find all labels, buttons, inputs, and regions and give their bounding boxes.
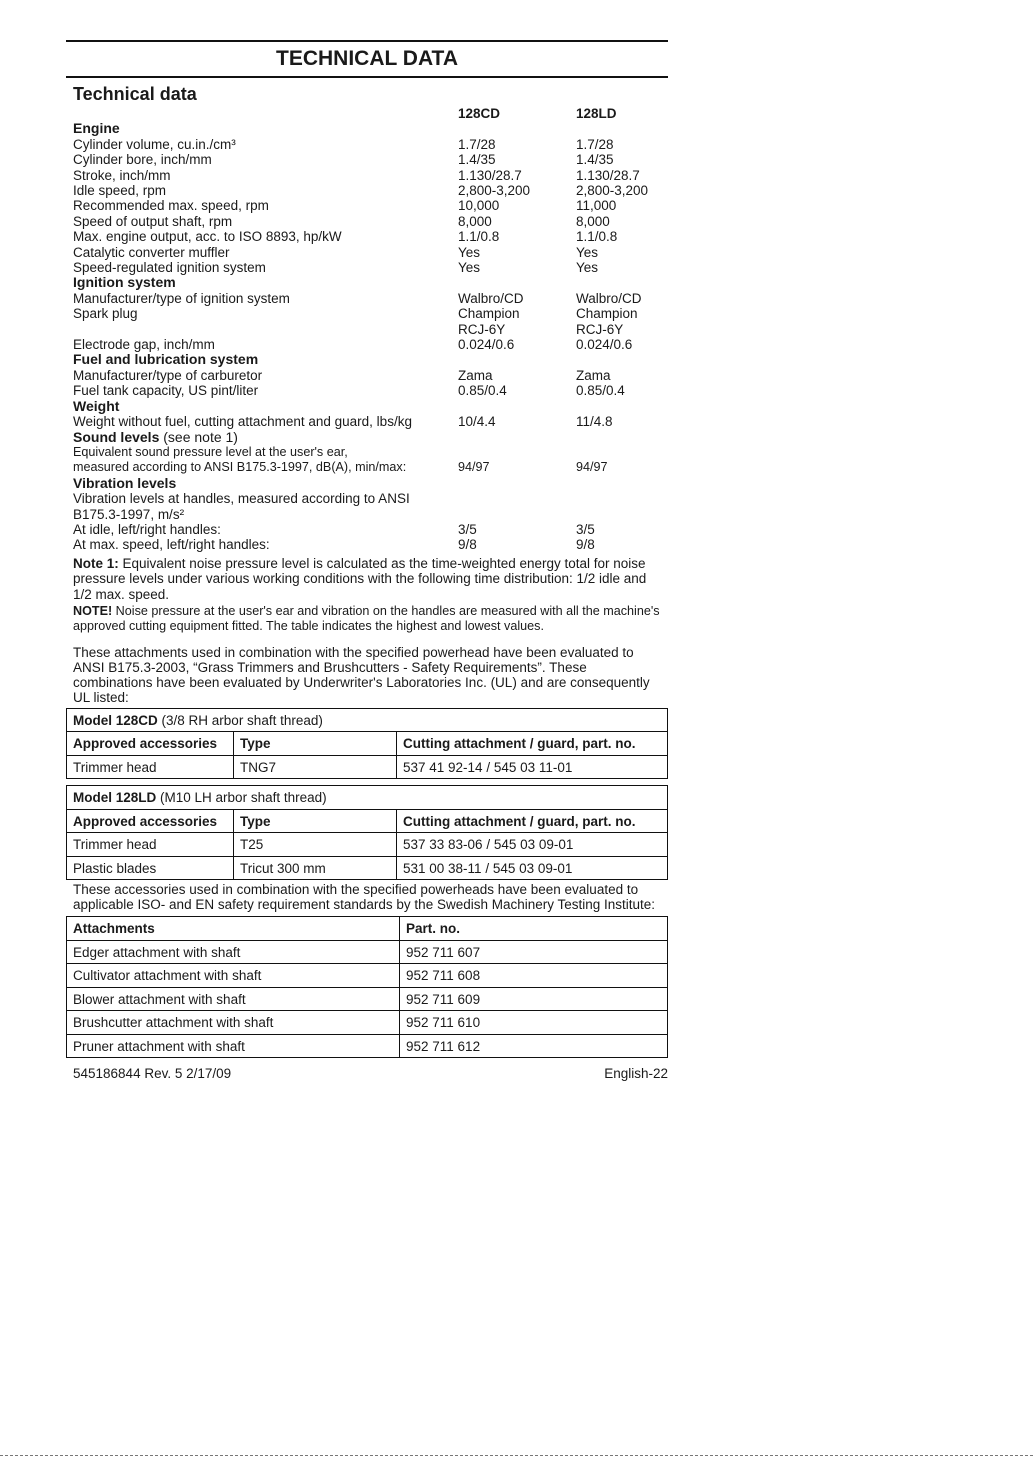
- note-1-text: Equivalent noise pressure level is calculated as the time-weighted energy total for noise pressure levels under various working conditions with the following time distribution: 1/2 idle and 1/2 max. speed.: [73, 555, 647, 602]
- page-footer: [66, 1066, 668, 1084]
- page-number: English-22: [604, 1066, 668, 1082]
- spec-label: Speed-regulated ignition system: [73, 260, 266, 276]
- spec-value-128ld: 0.85/0.4: [576, 383, 625, 399]
- spec-label: Electrode gap, inch/mm: [73, 337, 215, 353]
- spec-value-128ld: Yes: [576, 244, 599, 260]
- spec-label: At idle, left/right handles:: [73, 521, 221, 537]
- note-1: [73, 556, 663, 602]
- spec-label: Manufacturer/type of carburetor: [73, 367, 263, 383]
- attachment-name-cell: Edger attachment with shaft: [67, 940, 400, 964]
- spec-label: B175.3-1997, m/s²: [73, 506, 185, 522]
- table-row: [67, 1011, 668, 1035]
- spec-value-128ld: Walbro/CD: [576, 290, 642, 306]
- model-row: [67, 786, 668, 810]
- spec-value-128cd: 94/97: [458, 460, 490, 475]
- spec-label: Vibration levels at handles, measured according to ANSI: [73, 491, 410, 507]
- spec-value-128cd: 2,800-3,200: [458, 183, 531, 199]
- spec-value-128ld: 0.024/0.6: [576, 337, 633, 353]
- model-128ld-table: [66, 785, 668, 880]
- spec-label: Weight: [73, 397, 120, 414]
- table-row: [67, 833, 668, 857]
- spec-row: [73, 260, 668, 275]
- accessory-cell: Plastic blades: [67, 856, 234, 880]
- spec-label: Equivalent sound pressure level at the user's ear,: [73, 444, 348, 459]
- spec-value-128ld: 1.130/28.7: [576, 167, 640, 183]
- header-approved-accessories: Approved accessories: [67, 732, 234, 756]
- spec-row: [73, 137, 668, 152]
- spec-label-suffix: (see note 1): [159, 428, 238, 445]
- type-cell: TNG7: [234, 755, 397, 779]
- spec-label: Recommended max. speed, rpm: [73, 198, 269, 214]
- header-cutting-attachment: Cutting attachment / guard, part. no.: [397, 809, 668, 833]
- spec-row: [73, 168, 668, 183]
- column-128cd: 128CD: [458, 106, 501, 121]
- spec-value-128cd: Yes: [458, 244, 481, 260]
- spec-value-128ld: 1.7/28: [576, 136, 614, 152]
- spec-value-128cd: 8,000: [458, 213, 492, 229]
- attachment-part-cell: 952 711 610: [400, 1011, 668, 1035]
- spec-value-128ld: 11,000: [576, 198, 617, 214]
- spec-row: [73, 229, 668, 244]
- header-attachments: Attachments: [67, 917, 400, 941]
- model-128ld-block: [66, 785, 668, 880]
- type-cell: T25: [234, 833, 397, 857]
- spec-value-128cd: 1.1/0.8: [458, 229, 500, 245]
- spec-row: [73, 368, 668, 383]
- model-thread: (3/8 RH arbor shaft thread): [157, 712, 323, 728]
- model-128cd-table: [66, 708, 668, 780]
- model-thread: (M10 LH arbor shaft thread): [156, 790, 327, 806]
- table-row: [67, 1034, 668, 1058]
- spec-value-128cd: Zama: [458, 367, 493, 383]
- page-banner: TECHNICAL DATA: [66, 42, 668, 78]
- header-approved-accessories: Approved accessories: [67, 809, 234, 833]
- spec-row: [73, 245, 668, 260]
- accessory-cell: Trimmer head: [67, 833, 234, 857]
- note-1-lead: Note 1:: [73, 555, 119, 571]
- type-cell: Tricut 300 mm: [234, 856, 397, 880]
- spec-section-heading: [73, 275, 668, 290]
- spec-section-heading: [73, 476, 668, 491]
- manual-page: [66, 40, 668, 1084]
- column-128ld: 128LD: [576, 106, 617, 121]
- ul-listing-paragraph: These attachments used in combination with the specified powerhead have been evaluated to ANSI B175.3-2003, “Grass Trimmers and Brushcutters - Safety Requirements”. These combinations have been evaluated by Underwriter's Laboratories Inc. (UL) and are consequently UL listed:: [73, 644, 650, 705]
- attachment-name-cell: Pruner attachment with shaft: [67, 1034, 400, 1058]
- spec-row: [73, 198, 668, 213]
- spec-label: Fuel and lubrication system: [73, 351, 259, 368]
- spec-label: Sound levels: [73, 428, 160, 445]
- header-cutting-attachment: Cutting attachment / guard, part. no.: [397, 732, 668, 756]
- table-row: [67, 856, 668, 880]
- attachment-name-cell: Blower attachment with shaft: [67, 987, 400, 1011]
- spec-row: [73, 383, 668, 398]
- spec-row: [73, 152, 668, 167]
- spec-value-128ld: 1.4/35: [576, 152, 614, 168]
- spec-value-128cd: 9/8: [458, 537, 477, 553]
- spec-label: Cylinder volume, cu.in./cm³: [73, 136, 236, 152]
- spec-value-128ld: 94/97: [576, 460, 608, 475]
- spec-label: Ignition system: [73, 274, 176, 291]
- document-number: 545186844 Rev. 5 2/17/09: [73, 1066, 232, 1082]
- spec-section-heading: [73, 352, 668, 367]
- table-header-row: [67, 809, 668, 833]
- spec-label: Stroke, inch/mm: [73, 167, 171, 183]
- spec-label: Spark plug: [73, 306, 138, 322]
- attachment-name-cell: Cultivator attachment with shaft: [67, 964, 400, 988]
- table-header-row: [67, 917, 668, 941]
- model-128cd-block: [66, 708, 668, 780]
- spec-label: Fuel tank capacity, US pint/liter: [73, 383, 259, 399]
- attachment-part-cell: 952 711 607: [400, 940, 668, 964]
- note-2: [73, 604, 663, 635]
- spec-row: [73, 322, 668, 337]
- table-row: [67, 940, 668, 964]
- spec-value-128cd: 0.85/0.4: [458, 383, 507, 399]
- spec-row: [73, 445, 668, 460]
- spec-value-128ld: 8,000: [576, 213, 610, 229]
- part-number-cell: 537 41 92-14 / 545 03 11-01: [397, 755, 668, 779]
- spec-value-128cd: Champion: [458, 306, 520, 322]
- attachment-part-cell: 952 711 608: [400, 964, 668, 988]
- spec-value-128cd: 1.130/28.7: [458, 167, 522, 183]
- spec-label: Idle speed, rpm: [73, 183, 167, 199]
- iso-paragraph: These accessories used in combination with the specified powerheads have been evaluated to applicable ISO- and EN safety requirement standards by the Swedish Machinery Testing Institute:: [73, 882, 656, 913]
- part-number-cell: 531 00 38-11 / 545 03 09-01: [397, 856, 668, 880]
- spec-label: Catalytic converter muffler: [73, 244, 230, 260]
- spec-label: Engine: [73, 120, 120, 137]
- spec-label: Manufacturer/type of ignition system: [73, 290, 290, 306]
- spec-value-128cd: Walbro/CD: [458, 290, 524, 306]
- spec-value-128ld: 2,800-3,200: [576, 183, 649, 199]
- spec-label: At max. speed, left/right handles:: [73, 537, 270, 553]
- spec-label: Weight without fuel, cutting attachment and guard, lbs/kg: [73, 414, 412, 430]
- spec-value-128cd: RCJ-6Y: [458, 321, 506, 337]
- spec-label: Vibration levels: [73, 474, 177, 491]
- attachment-part-cell: 952 711 612: [400, 1034, 668, 1058]
- spec-label: Max. engine output, acc. to ISO 8893, hp/kW: [73, 229, 342, 245]
- spec-value-128ld: 9/8: [576, 537, 595, 553]
- spec-row: [73, 291, 668, 306]
- spec-value-128ld: 11/4.8: [576, 414, 613, 430]
- spec-row: [73, 460, 668, 475]
- accessory-cell: Trimmer head: [67, 755, 234, 779]
- spec-value-128ld: RCJ-6Y: [576, 321, 624, 337]
- spec-value-128cd: Yes: [458, 260, 481, 276]
- attachment-part-cell: 952 711 609: [400, 987, 668, 1011]
- spec-row: [73, 306, 668, 321]
- spec-value-128cd: 10,000: [458, 198, 500, 214]
- spec-row: [73, 214, 668, 229]
- table-row: [67, 755, 668, 779]
- spec-value-128ld: Champion: [576, 306, 638, 322]
- model-name: Model 128CD: [73, 712, 158, 728]
- spec-value-128ld: Zama: [576, 367, 611, 383]
- table-row: [67, 987, 668, 1011]
- scan-edge-divider: [0, 1455, 1033, 1456]
- spec-row: [73, 491, 668, 506]
- spec-value-128ld: 1.1/0.8: [576, 229, 618, 245]
- section-title: Technical data: [73, 84, 197, 104]
- attachments-table: [66, 916, 668, 1058]
- spec-header-row: [73, 106, 668, 121]
- part-number-cell: 537 33 83-06 / 545 03 09-01: [397, 833, 668, 857]
- model-row: [67, 708, 668, 732]
- spec-row: [73, 337, 668, 352]
- model-name: Model 128LD: [73, 790, 157, 806]
- note-2-lead: NOTE!: [73, 603, 113, 618]
- spec-value-128cd: 10/4.4: [458, 414, 496, 430]
- spec-value-128cd: 0.024/0.6: [458, 337, 515, 353]
- attachments-block: [66, 916, 668, 1058]
- spec-value-128ld: 3/5: [576, 521, 595, 537]
- header-type: Type: [234, 732, 397, 756]
- spec-value-128cd: 1.7/28: [458, 136, 496, 152]
- spec-label: measured according to ANSI B175.3-1997, dB(A), min/max:: [73, 460, 407, 475]
- spec-section-heading: [73, 430, 668, 445]
- spec-row: [73, 537, 668, 552]
- spec-value-128cd: 1.4/35: [458, 152, 496, 168]
- header-type: Type: [234, 809, 397, 833]
- spec-row: [73, 183, 668, 198]
- header-part-no: Part. no.: [400, 917, 668, 941]
- spec-value-128cd: 3/5: [458, 521, 477, 537]
- spec-row: [73, 507, 668, 522]
- spec-row: [73, 414, 668, 429]
- attachment-name-cell: Brushcutter attachment with shaft: [67, 1011, 400, 1035]
- spec-row: [73, 522, 668, 537]
- spec-label: Speed of output shaft, rpm: [73, 213, 233, 229]
- spec-value-128ld: Yes: [576, 260, 599, 276]
- spec-section-heading: [73, 399, 668, 414]
- spec-table: [73, 106, 668, 553]
- spec-label: Cylinder bore, inch/mm: [73, 152, 212, 168]
- table-header-row: [67, 732, 668, 756]
- table-row: [67, 964, 668, 988]
- spec-section-heading: [73, 121, 668, 136]
- note-2-text: Noise pressure at the user's ear and vibration on the handles are measured with all the machine's approved cutting equipment fitted. The table indicates the highest and lowest values.: [73, 603, 660, 634]
